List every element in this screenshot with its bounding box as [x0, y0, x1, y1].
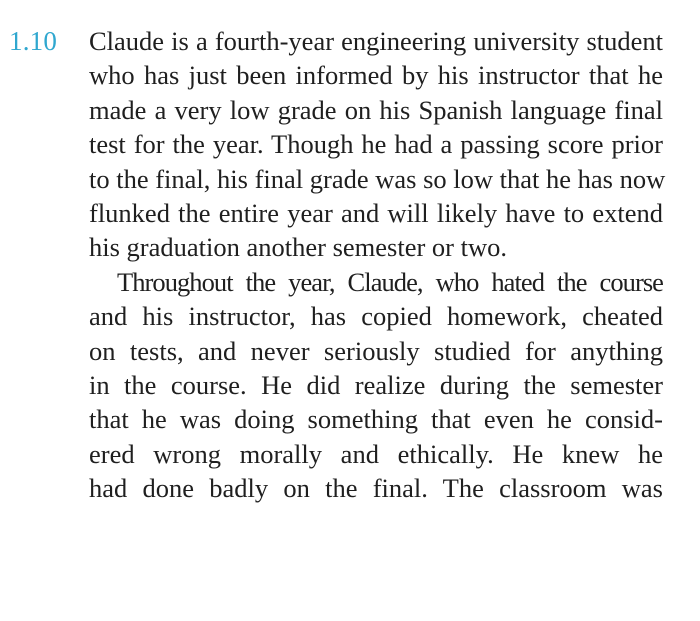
text-line: flunked the entire year and will likely have to extend — [89, 198, 663, 229]
text-line: in the course. He did realize during the semester — [89, 370, 663, 401]
text-line: to the final, his final grade was so low that he has now — [89, 163, 666, 194]
text-line: Claude is a fourth-year engineering university student — [89, 26, 663, 56]
text-line: that he was doing something that even he consid- — [89, 404, 663, 435]
text-line: made a very low grade on his Spanish language final — [89, 94, 663, 125]
text-line: who has just been informed by his instructor that he — [89, 60, 663, 91]
text-line: test for the year. Though he had a passing score prior — [89, 129, 663, 160]
exercise-text — [89, 24, 666, 506]
text-line: on tests, and never seriously studied for anything — [89, 335, 663, 366]
text-line: ered wrong morally and ethically. He knew he — [89, 438, 663, 469]
text-line: his graduation another semester or two. — [89, 232, 507, 263]
exercise-number: 1.10 — [9, 26, 58, 56]
text-line: and his instructor, has copied homework, cheated — [89, 301, 663, 332]
text-line: Throughout the year, Claude, who hated the course — [117, 266, 663, 297]
text-line: had done badly on the final. The classroom was — [89, 473, 663, 504]
